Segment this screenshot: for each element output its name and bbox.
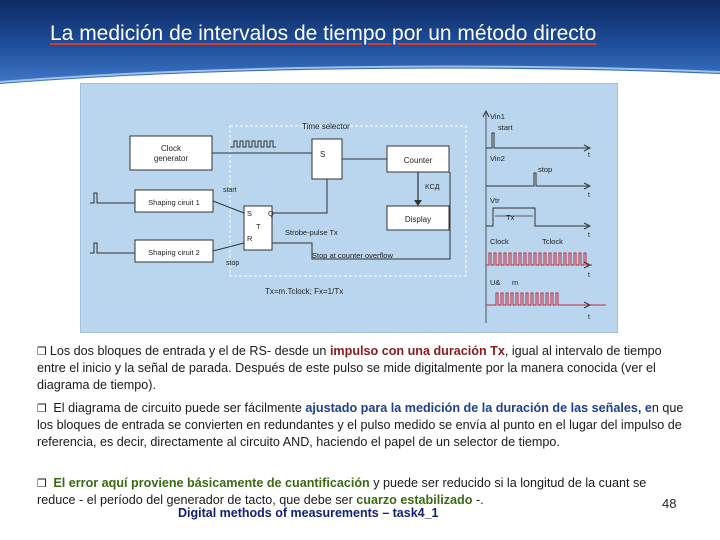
- rs-t-label: T: [256, 222, 261, 231]
- start-label: start: [223, 187, 237, 194]
- page-number: 48: [662, 496, 677, 511]
- rs-s-label: S: [247, 209, 253, 218]
- rs-q-label: Q: [268, 209, 274, 218]
- footer-text: Digital methods of measurements – task4_1: [178, 506, 439, 520]
- timing-stop-label: stop: [538, 165, 553, 174]
- circuit-diagram: [80, 83, 618, 333]
- kcd-label: KCД: [425, 184, 440, 191]
- tx-label: Tx: [506, 213, 515, 222]
- t-label-1: t: [588, 152, 590, 159]
- t-label-5: t: [588, 314, 590, 321]
- clock-label: Clock: [490, 237, 509, 246]
- page-title: La medición de intervalos de tiempo por un método directo: [50, 22, 597, 45]
- strobe-label: Strobe-pulse Tx: [285, 228, 338, 237]
- clock-generator-block: [130, 136, 212, 170]
- shaping-circuit-2-label: Shaping ciruit 2: [148, 248, 200, 257]
- paragraph-3-highlight-c: cuarzo estabilizado: [356, 493, 473, 507]
- vin2-label: Vin2: [490, 154, 505, 163]
- t-label-2: t: [588, 192, 590, 199]
- t-label-4: t: [588, 272, 590, 279]
- overflow-label: Stop at counter overflow: [312, 251, 393, 260]
- bullet-icon: ❒: [37, 345, 47, 358]
- paragraph-2: [37, 400, 687, 451]
- paragraph-1-text-a: Los dos bloques de entrada y el de RS- desde un: [49, 344, 330, 358]
- vin1-label: Vin1: [490, 112, 505, 121]
- t-label-3: t: [588, 232, 590, 239]
- paragraph-2-text-a: El diagrama de circuito puede ser fácilmente: [49, 401, 306, 415]
- uand-label: U&: [490, 278, 501, 287]
- and-gate-block: [312, 139, 342, 179]
- paragraph-3-text-d: -.: [472, 493, 484, 507]
- rs-r-label: R: [247, 234, 253, 243]
- vtr-label: Vtr: [490, 196, 500, 205]
- paragraph-1-highlight: impulso con una duración Tx: [329, 344, 505, 358]
- shaping-circuit-1-label: Shaping ciruit 1: [148, 198, 200, 207]
- paragraph-1: [37, 343, 687, 394]
- paragraph-3-highlight-a: El error aquí proviene básicamente de cuantificación: [49, 476, 370, 490]
- paragraph-2-text-c: n que los bloques de entrada se convierten en redundantes y el pulso medido se envía al punto en el lugar del impulso de referencia, es decir, directamente al circuito AND, haciendo el papel de un selector de tiempo.: [37, 401, 684, 449]
- stop-label: stop: [226, 260, 240, 267]
- paragraph-3: [37, 475, 687, 509]
- bullet-icon: ❒: [37, 477, 47, 490]
- bullet-icon: ❒: [37, 402, 47, 415]
- counter-label: Counter: [403, 156, 433, 165]
- formula-label: Tx=m.Tclock; Fx=1/Tx: [265, 287, 344, 296]
- tclock-label: Tclock: [542, 237, 563, 246]
- m-label: m: [512, 278, 519, 287]
- and-gate-s: S: [320, 150, 326, 159]
- paragraph-3-text-b: y puede ser reducido si la longitud de la cuant se reduce - el período del generador de tacto, que debe ser: [37, 476, 647, 507]
- paragraph-2-highlight: ajustado para la medición de la duración de las señales, e: [305, 401, 652, 415]
- display-label: Display: [404, 215, 432, 224]
- clock-generator-label: Clock generator: [153, 144, 189, 163]
- time-selector-label: Time selector: [302, 122, 350, 131]
- timing-start-label: start: [498, 123, 513, 132]
- paragraph-1-text-c: , igual al intervalo de tiempo entre el inicio y la señal de parada. Después de este pulso se mide digitalmente por la manera conocida (ver el diagrama de tiempo).: [37, 344, 662, 392]
